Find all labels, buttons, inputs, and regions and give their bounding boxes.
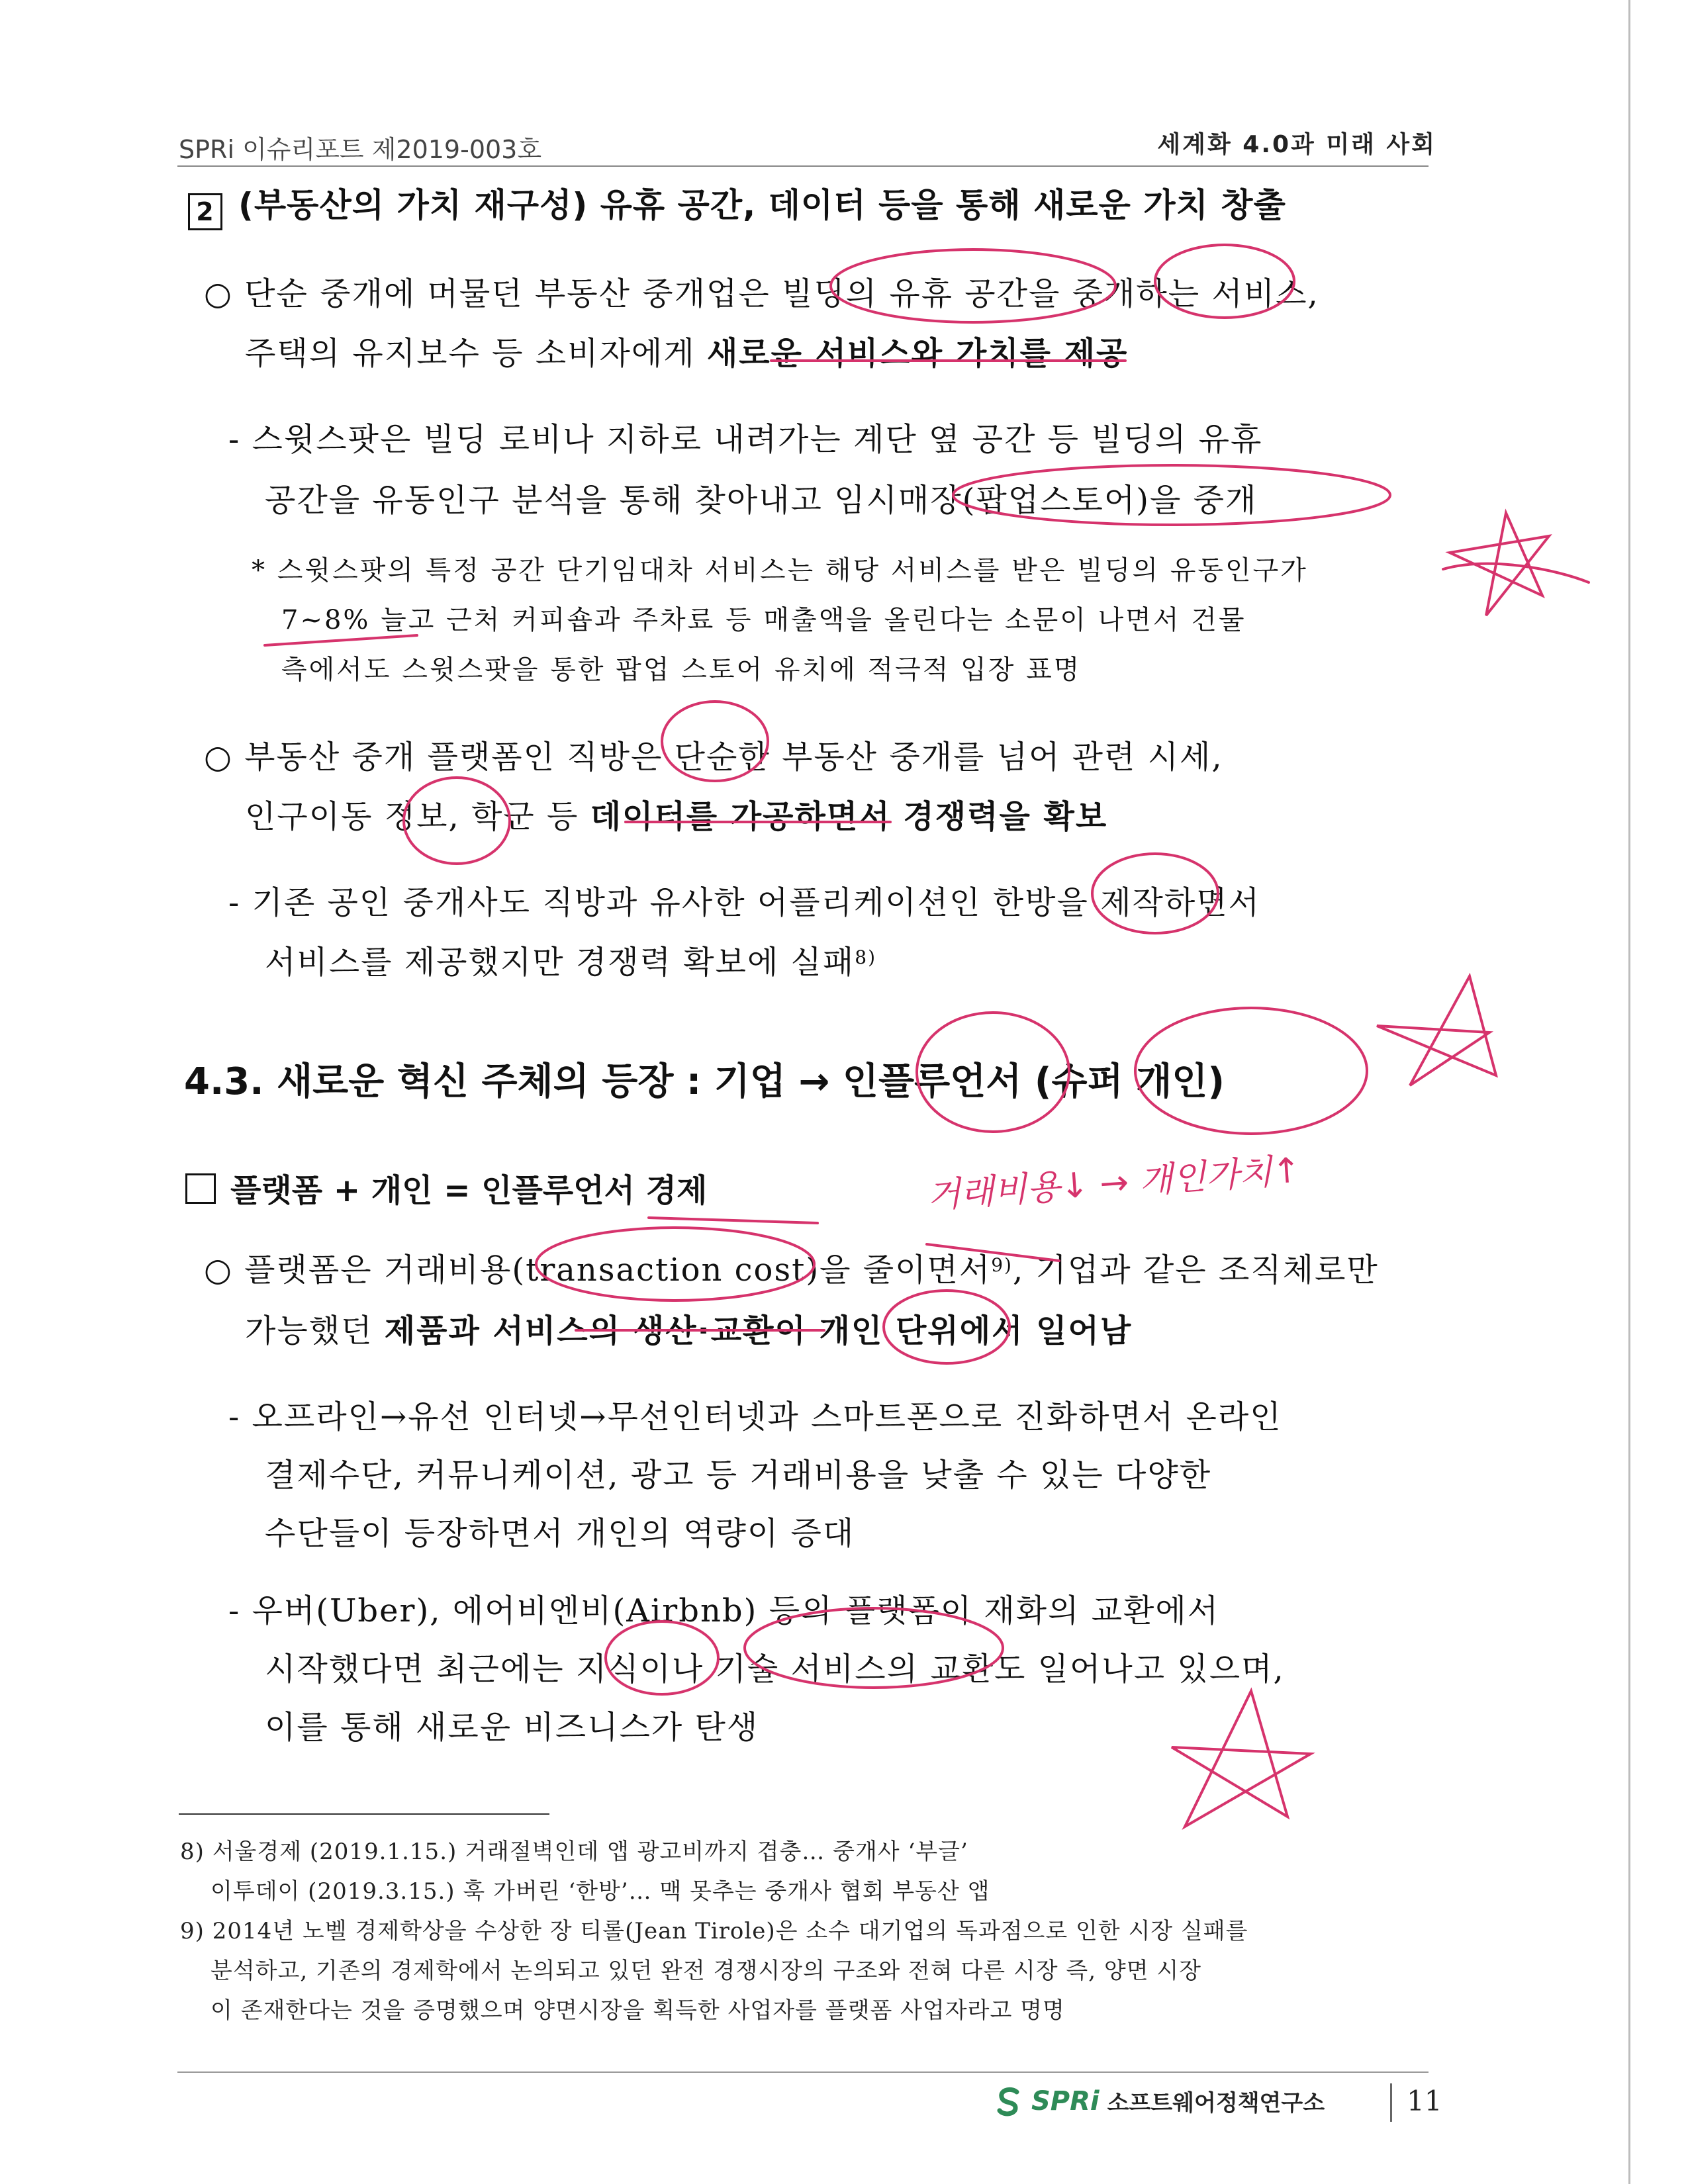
header-report-id: SPRi 이슈리포트 제2019-003호 [179,135,542,164]
organization-name: 소프트웨어정책연구소 [1107,2090,1325,2116]
bold-phrase: 데이터를 가공하면서 경쟁력을 확보 [590,798,1108,835]
dash-item-1-line-1: - 스윗스팟은 빌딩 로비나 지하로 내려가는 계단 옆 공간 등 빌딩의 유휴 [228,421,1263,458]
bold-phrase: 새로운 서비스와 가치를 제공 [706,335,1129,372]
header-rule [177,165,1429,167]
bullet-paragraph-2-line-1: ○ 부동산 중개 플랫폼인 직방은 단순한 부동산 중개를 넘어 관련 시세, [204,739,1223,776]
dash-item-3-line-1: - 오프라인→유선 인터넷→무선인터넷과 스마트폰으로 진화하면서 온라인 [228,1398,1282,1435]
dash-item-1-line-2: 공간을 유동인구 분석을 통해 찾아내고 임시매장(팝업스토어)을 중개 [265,482,1258,519]
footer-logo [993,2085,1325,2117]
page-number-separator [1390,2083,1392,2122]
footer-rule [177,2071,1429,2073]
page-edge-line [1628,0,1630,2184]
dash-item-3-line-2: 결제수단, 커뮤니케이션, 광고 등 거래비용을 낮출 수 있는 다양한 [265,1457,1212,1494]
footnote-rule [179,1813,549,1815]
bullet-paragraph-3-line-1 [204,1244,1379,1290]
page-number: 11 [1407,2085,1442,2117]
subsection-heading [185,1165,707,1210]
spri-logo-icon [993,2085,1025,2117]
star-mark [1377,976,1496,1085]
handwritten-note: 거래비용↓ → 개인가치↑ [925,1150,1303,1216]
footnote-8-line-1: 8) 서울경제 (2019.1.15.) 거래절벽인데 앱 광고비까지 겹충… 중개사 ‘부글’ [180,1839,968,1865]
checkbox-square-icon [185,1173,216,1204]
dash-item-2-line-2 [265,936,876,982]
footnote-8-line-2: 이투데이 (2019.3.15.) 훅 가버린 ‘한방’… 맥 못추는 중개사 협회 부동산 앱 [211,1878,990,1905]
section-heading-2 [188,179,1286,230]
footnote-9-line-3: 이 존재한다는 것을 증명했으며 양면시장을 획득한 사업자를 플랫폼 사업자라고 명명 [211,1997,1065,2024]
text-run: 서비스를 제공했지만 경쟁력 확보에 실패 [265,944,855,981]
footnote-9-line-1: 9) 2014년 노벨 경제학상을 수상한 장 티롤(Jean Tirole)은 소수 대기업의 독과점으로 인한 시장 실패를 [180,1918,1248,1944]
dash-item-4-line-3: 이를 통해 새로운 비즈니스가 탄생 [265,1709,759,1746]
footnote-ref: 8) [855,946,877,968]
dash-item-4-line-1: - 우버(Uber), 에어비엔비(Airbnb) 등의 플랫폼이 재화의 교환에서 [228,1592,1220,1629]
note-line-1: * 스윗스팟의 특정 공간 단기임대차 서비스는 해당 서비스를 받은 빌딩의 유동인구가 [252,555,1308,586]
star-mark [1172,1691,1311,1827]
dash-item-2-line-1: - 기존 공인 중개사도 직방과 유사한 어플리케이션인 한방을 제작하면서 [228,884,1260,921]
note-line-2: 7~8% 늘고 근처 커피숍과 주차료 등 매출액을 올린다는 소문이 나면서 건물 [281,605,1246,635]
text-run: 인구이동 정보, 학군 등 [245,798,590,835]
ink-stroke [1443,564,1589,582]
note-line-3: 측에서도 스윗스팟을 통한 팝업 스토어 유치에 적극적 입장 표명 [281,655,1082,685]
logo-wordmark: SPRi [1031,2085,1100,2116]
underline [649,1218,818,1223]
footnote-ref: 9) [991,1254,1013,1276]
subsection-title: 플랫폼 + 개인 = 인플루언서 경제 [230,1172,708,1209]
text-run: 주택의 유지보수 등 소비자에게 [245,335,707,372]
bullet-paragraph-3-line-2 [245,1305,1132,1351]
underline [265,635,417,645]
bullet-paragraph-1-line-1: ○ 단순 중개에 머물던 부동산 중개업은 빌딩의 유휴 공간을 중개하는 서비스, [204,275,1319,312]
header-title: 세계화 4.0과 미래 사회 [1157,131,1436,158]
section-number-box: 2 [188,193,222,230]
star-mark [1450,513,1549,615]
bullet-paragraph-2-line-2 [245,791,1107,837]
section-heading-4-3: 4.3. 새로운 혁신 주체의 등장 : 기업 → 인플루언서 (슈퍼 개인) [184,1060,1225,1103]
text-run: 가능했던 [245,1312,385,1349]
text-run: ○ 플랫폼은 거래비용(transaction cost)을 줄이면서 [204,1251,992,1289]
bold-phrase: 제품과 서비스의 생산·교환이 개인 단위에서 일어남 [384,1312,1133,1349]
dash-item-4-line-2: 시작했다면 최근에는 지식이나 기술 서비스의 교환도 일어나고 있으며, [265,1651,1285,1688]
section-title: (부동산의 가치 재구성) 유휴 공간, 데이터 등을 통해 새로운 가치 창출 [238,186,1286,224]
text-run: , 기업과 같은 조직체로만 [1012,1251,1379,1289]
footnote-9-line-2: 분석하고, 기존의 경제학에서 논의되고 있던 완전 경쟁시장의 구조와 전혀 다른 시장 즉, 양면 시장 [211,1958,1202,1984]
dash-item-3-line-3: 수단들이 등장하면서 개인의 역량이 증대 [265,1515,855,1552]
bullet-paragraph-1-line-2 [245,328,1128,373]
